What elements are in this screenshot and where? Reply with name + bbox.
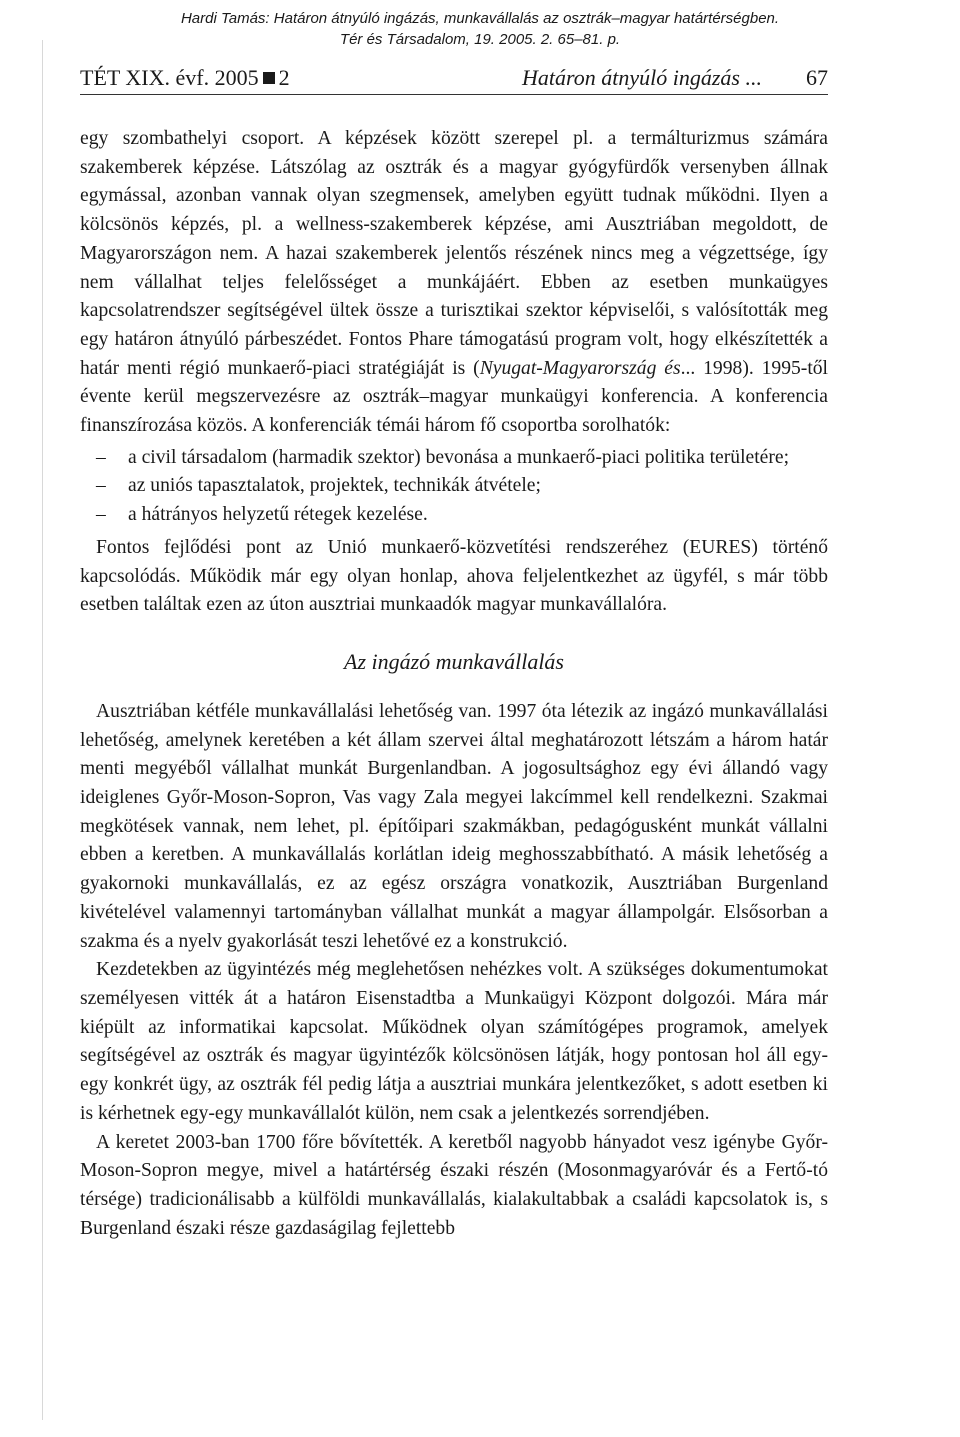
citation-line-1: Hardi Tamás: Határon átnyúló ingázás, munkavállalás az osztrák–magyar határtérségben. [180,10,780,27]
list-item: – az uniós tapasztalatok, projektek, technikák átvétele; [80,472,828,501]
journal-info [80,64,290,92]
short-title: Határon átnyúló ingázás ... [522,65,762,90]
paragraph-5: A keretet 2003-ban 1700 főre bővítették. A keretből nagyobb hányadot vesz igénybe Győr-Moson-Sopron megye, mivel a határtérség északi részén (Mosonmagyaróvár és a Fertő-tó térsége) tradicionálisabb a külföldi munkavállalás, kialakultabbak a családi kapcsolatok is, s Burgenland északi része gazdaságilag fejlettebb [80,1131,828,1239]
square-bullet-icon [263,72,275,84]
citation-header [0,8,960,50]
topic-list [80,444,828,530]
section-title: Az ingázó munkavállalás [344,648,564,674]
citation-title: Nyugat-Magyarország és [479,357,681,379]
paragraph-1 [80,125,828,441]
issue-number: 2 [278,65,290,90]
list-item: – a civil társadalom (harmadik szektor) bevonása a munkaerő-piaci politika területére; [80,444,828,473]
paragraph-4: Kezdetekben az ügyintézés még meglehetősen nehézkes volt. A szükséges dokumentumokat személyesen vitték át a határon Eisenstadtba a Munkaügyi Központ dolgozói. Mára már kiépült az informatikai kapcsolat. Működnek olyan számítógépes programok, amelyek segítségével az osztrák és magyar ügyintézők kölcsönösen látják, hogy pontosan hol áll egy-egy konkrét ügy, az osztrák fél pedig látja a ausztriai munkára jelentkezőket, s adott esetben ki is kérhetnek egy-egy munkavállalót külön, nem csak a jelentkezés sorrendjében. [80,959,828,1124]
list-item: – a hátrányos helyzetű rétegek kezelése. [80,501,828,530]
margin-rule [42,40,43,1420]
article-body [80,125,828,1243]
paragraph-3: Ausztriában kétféle munkavállalási lehetőség van. 1997 óta létezik az ingázó munkavállalási lehetőség, amelynek keretében a két állam szervei által meghatározott létszám a három határ menti megyéből vállalhat munkát Burgenlandban. A jogosultsághoz egy évi állandó vagy ideiglenes Győr-Moson-Sopron, Vas vagy Zala megyei lakcímmel kell rendelkezni. Szakmai megkötések vannak, nem lehet, pl. építőipari szakmákban, pedagógusként munkát vállalni ebben a keretben. A munkavállalás korlátlan ideig meghosszabbítható. A másik lehetőség a gyakornoki munkavállalás, ez az egész országra vonatkozik, Ausztriában Burgenland kivételével valamennyi tartományban vállalhat munkát a magyar állampolgár. Elsősorban a szakma és a nyelv gyakorlását teszi lehetővé ez a konstrukció. [80,700,828,952]
running-head [80,64,828,95]
running-head-right [522,64,828,92]
page-number: 67 [806,65,828,90]
page [80,64,828,1243]
paragraph-2: Fontos fejlődési pont az Unió munkaerő-közvetítési rendszeréhez (EURES) történő kapcsolódás. Működik már egy olyan honlap, ahova feljelentkezhet az ügyfél, s már több esetben találtak ezen az úton ausztriai munkaadók magyar munkavállalóra. [80,536,828,616]
paragraph-1-text-after: ... 1998). 1995-től évente kerül megszervezésre az osztrák–magyar munkaügyi konferencia. A konferencia finanszírozása közös. A konferenciák témái három fő csoportba sorolhatók: [80,357,828,437]
paragraph-1-text: egy szombathelyi csoport. A képzések között szerepel pl. a termálturizmus számára szakemberek képzése. Látszólag az osztrák és a magyar gyógyfürdők versenyben állnak egymással, azonban vannak olyan szegmensek, amelyben együtt tudnak működni. Ilyen a kölcsönös képzés, pl. a wellness-szakemberek képzése, ami Ausztriában megoldott, de Magyarországon nem. A hazai szakemberek jelentős részének nincs meg a végzettsége, így nem vállalhat teljes felelősséget a munkájáért. Ebben az esetben munkaügyes kapcsolatrendszer segítségével ültek össze a turisztikai szektor képviselői, s valósították meg egy határon átnyúló párbeszédet. Fontos Phare támogatású program volt, hogy elkészítették a határ menti régió munkaerő-piaci stratégiáját is ( [80,128,828,379]
journal-name: TÉT XIX. évf. 2005 [80,65,259,90]
citation-line-2: Tér és Társadalom, 19. 2005. 2. 65–81. p. [339,31,621,48]
